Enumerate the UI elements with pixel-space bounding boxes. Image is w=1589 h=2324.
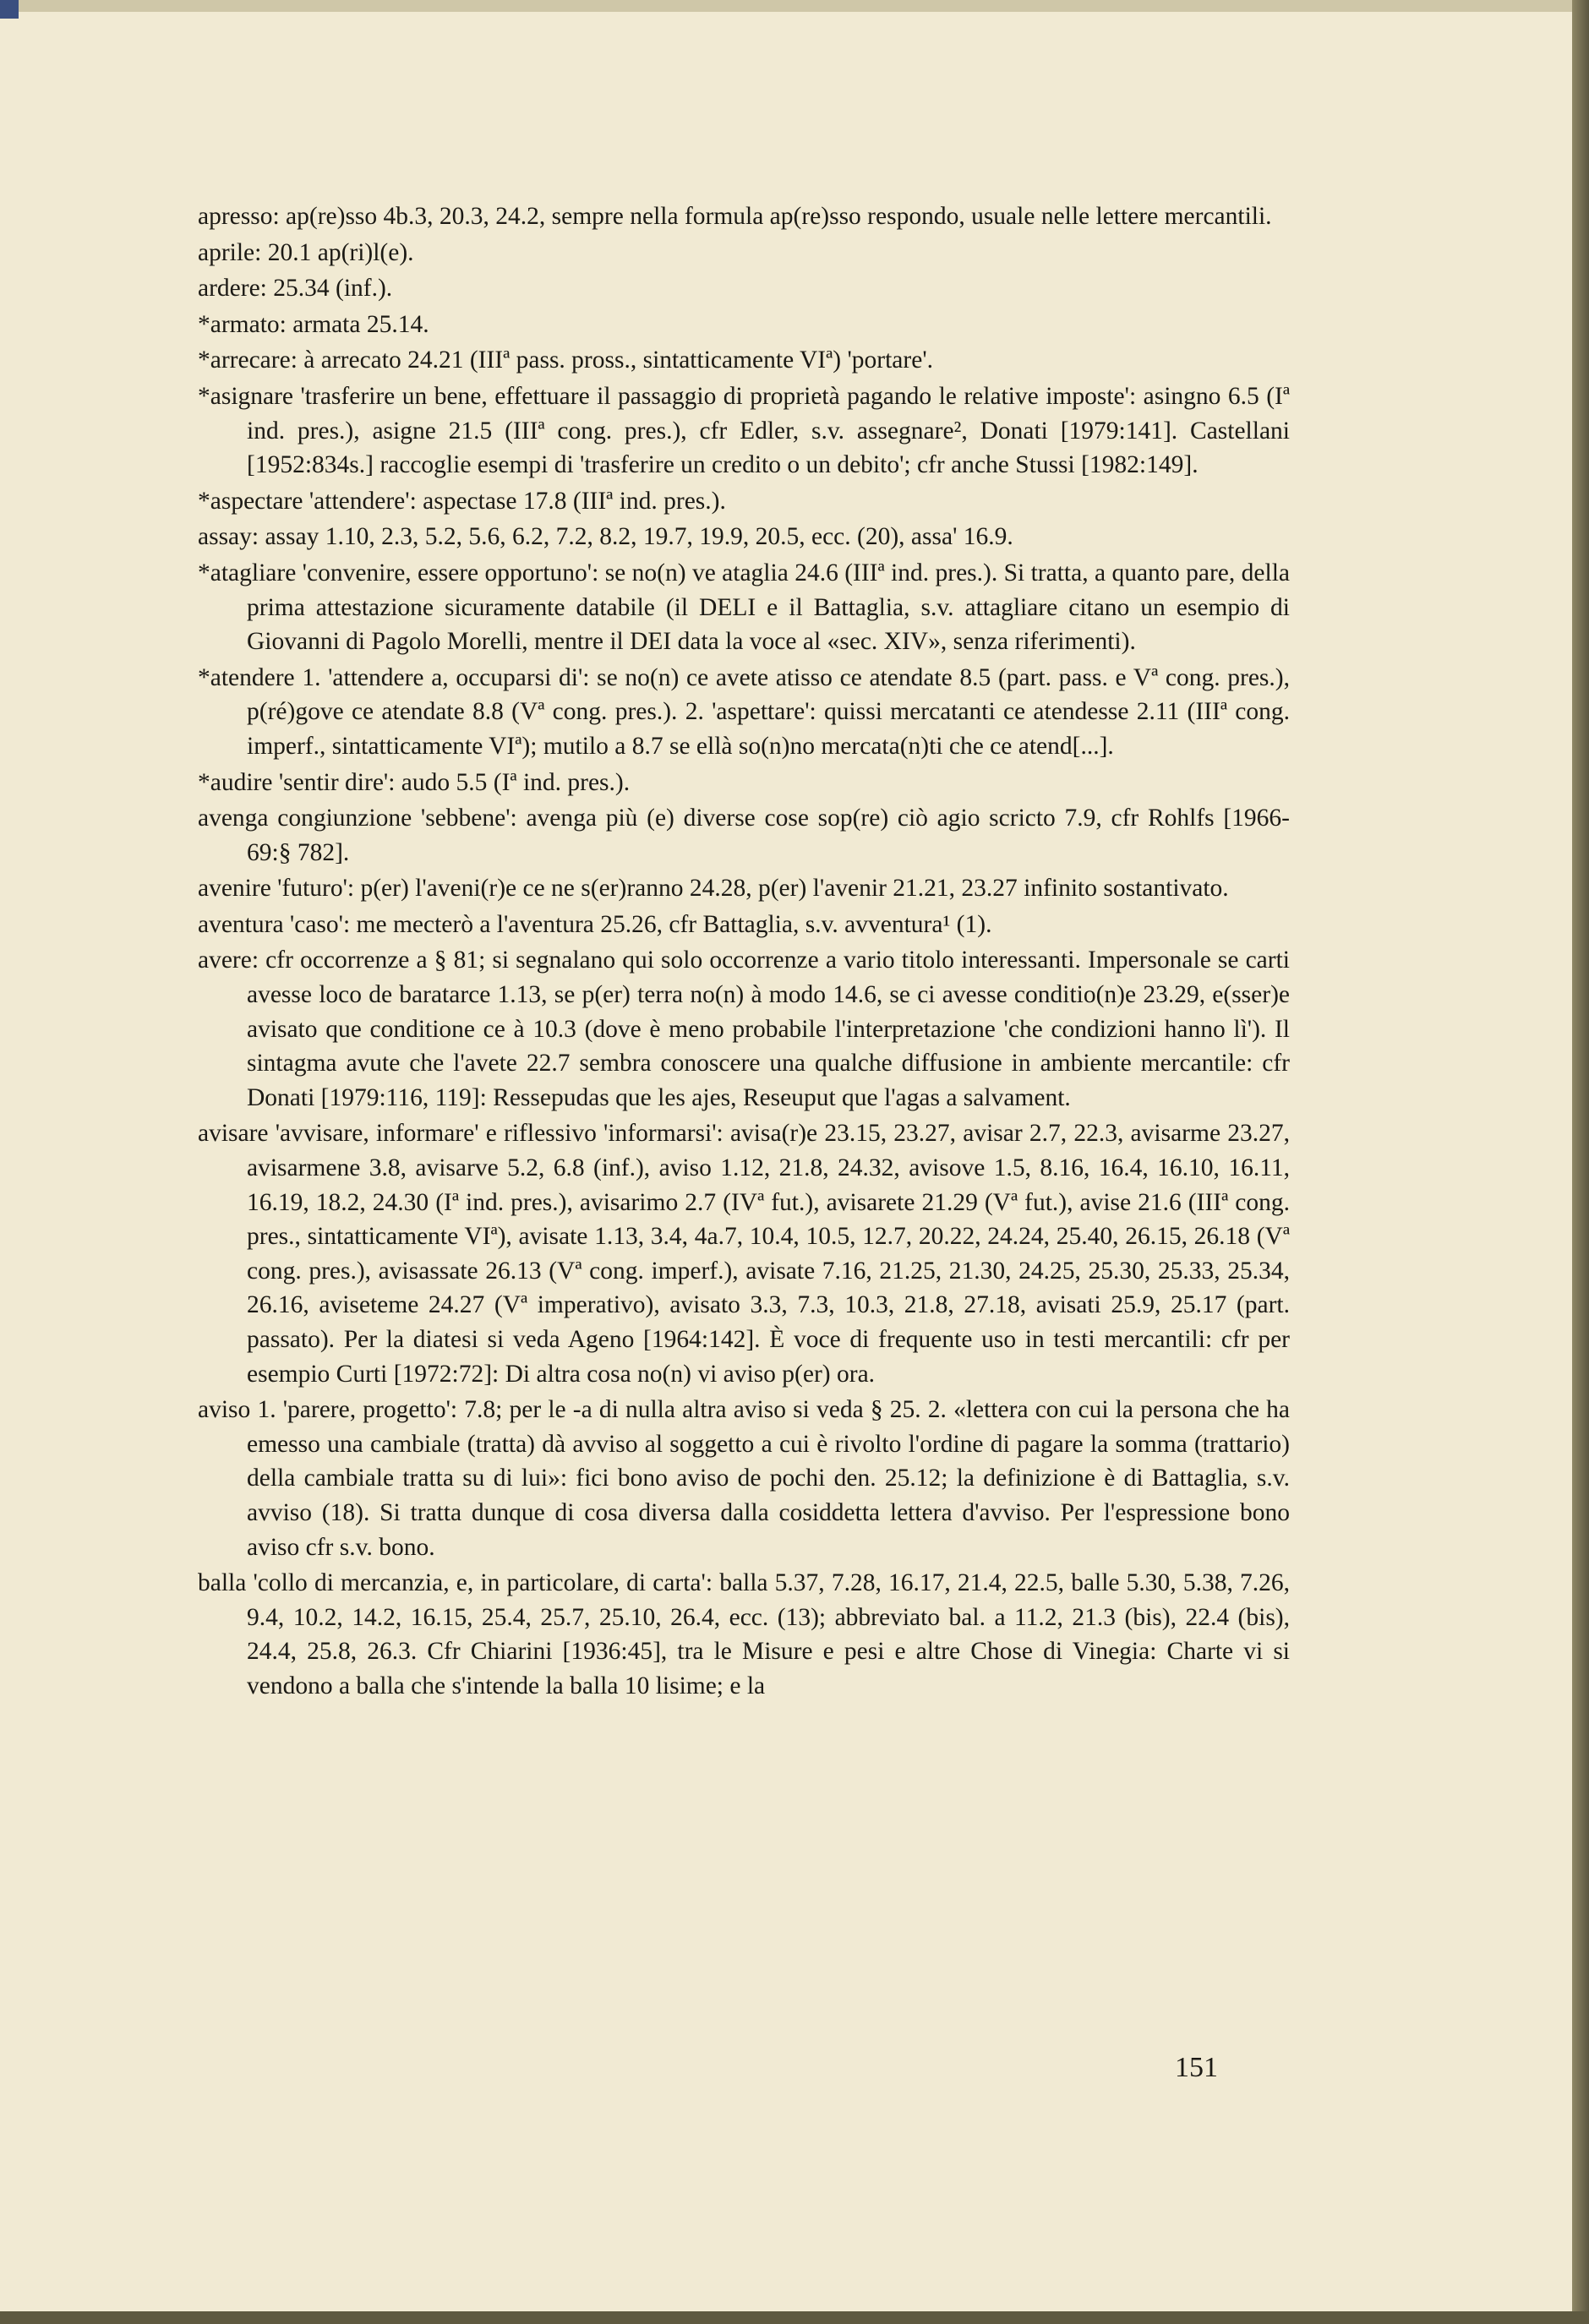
glossary-text-block: [198, 199, 1290, 1705]
glossary-entry-ardere: ardere: 25.34 (inf.).: [198, 275, 393, 303]
page-number: 151: [1175, 2052, 1218, 2083]
glossary-entry-aspectare: *aspectare 'attendere': aspectase 17.8 (IIIª ind. pres.).: [198, 487, 726, 515]
glossary-entry-avere: avere: cfr occorrenze a § 81; si segnalano qui solo occorrenze a vario titolo interessanti. Impersonale se carti avesse loco de baratarce 1.13, se p(er) terra no(n) à modo 14.6, se ci avesse conditio(n)e 23.29, e(sser)e avisato que conditione ce à 10.3 (dove è meno probabile l'interpretazione 'che condizioni hanno lì'). Il sintagma avute che l'avete 22.7 sembra conoscere una qualche diffusione in ambiente mercantile: cfr Donati [1979:116, 119]: Ressepudas que les ajes, Reseuput que l'agas a salvament.: [198, 947, 1290, 1111]
glossary-entry-atendere: *atendere 1. 'attendere a, occuparsi di': se no(n) ce avete atisso ce atendate 8.5 (part. pass. e Vª cong. pres.), p(ré)gove ce atendate 8.8 (Vª cong. pres.). 2. 'aspettare': quissi mercatanti ce atendesse 2.11 (IIIª cong. imperf., sintatticamente VIª); mutilo a 8.7 se ellà so(n)no mercata(n)ti che ce atend[...].: [198, 663, 1290, 760]
glossary-entry-arrecare: *arrecare: à arrecato 24.21 (IIIª pass. pross., sintatticamente VIª) 'portare'.: [198, 346, 934, 374]
glossary-entry-avenire: avenire 'futuro': p(er) l'aveni(r)e ce ne s(er)ranno 24.28, p(er) l'avenir 21.21, 23.27 infinito sostantivato.: [198, 875, 1229, 903]
book-edge-bottom: [0, 2311, 1589, 2324]
glossary-entry-aviso: aviso 1. 'parere, progetto': 7.8; per le -a di nulla altra aviso si veda § 25. 2. «lettera con cui la persona che ha emesso una cambiale (tratta) dà avviso al soggetto a cui è rivolto l'ordine di pagare la somma (trattario) della cambiale tratta su di lui»: fici bono aviso de pochi den. 25.12; la definizione è di Battaglia, s.v. avviso (18). Si tratta dunque di cosa diversa dalla cosiddetta lettera d'avviso. Per l'espressione bono aviso cfr s.v. bono.: [198, 1396, 1290, 1561]
glossary-entry-atagliare: *atagliare 'convenire, essere opportuno': se no(n) ve ataglia 24.6 (IIIª ind. pres.). Si tratta, a quanto pare, della prima attestazione sicuramente databile (il DELI e il Battaglia, s.v. attagliare citano un esempio di Giovanni di Pagolo Morelli, mentre il DEI data la voce al «sec. XIV», senza riferimenti).: [198, 559, 1290, 656]
book-edge-right: [1572, 0, 1589, 2324]
glossary-entry-assay: assay: assay 1.10, 2.3, 5.2, 5.6, 6.2, 7.2, 8.2, 19.7, 19.9, 20.5, ecc. (20), assa' 16.9.: [198, 523, 1013, 551]
glossary-entry-audire: *audire 'sentir dire': audo 5.5 (Iª ind. pres.).: [198, 768, 631, 796]
glossary-entry-avisare: avisare 'avvisare, informare' e riflessivo 'informarsi': avisa(r)e 23.15, 23.27, avisar 2.7, 22.3, avisarme 23.27, avisarmene 3.8, avisarve 5.2, 6.8 (inf.), aviso 1.12, 21.8, 24.32, avisove 1.5, 8.16, 16.4, 16.10, 16.11, 16.19, 18.2, 24.30 (Iª ind. pres.), avisarimo 2.7 (IVª fut.), avisarete 21.29 (Vª fut.), avise 21.6 (IIIª cong. pres., sintatticamente VIª), avisate 1.13, 3.4, 4a.7, 10.4, 10.5, 12.7, 20.22, 24.24, 25.40, 26.15, 26.18 (Vª cong. pres.), avisassate 26.13 (Vª cong. imperf.), avisate 7.16, 21.25, 21.30, 24.25, 25.30, 25.33, 25.34, 26.16, aviseteme 24.27 (Vª imperativo), avisato 3.3, 7.3, 10.3, 21.8, 27.18, avisati 25.9, 25.17 (part. passato). Per la diatesi si veda Ageno [1964:142]. È voce di frequente uso in testi mercantili: cfr per esempio Curti [1972:72]: Di altra cosa no(n) vi aviso p(er) ora.: [198, 1120, 1290, 1388]
glossary-entry-aprile: aprile: 20.1 ap(ri)l(e).: [198, 238, 414, 266]
page-corner-mark: [0, 0, 19, 19]
glossary-entry-balla: balla 'collo di mercanzia, e, in particolare, di carta': balla 5.37, 7.28, 16.17, 21.4, 22.5, balle 5.30, 5.38, 7.26, 9.4, 10.2, 14.2, 16.15, 25.4, 25.7, 25.10, 26.4, ecc. (13); abbreviato bal. a 11.2, 21.3 (bis), 22.4 (bis), 24.4, 25.8, 26.3. Cfr Chiarini [1936:45], tra le Misure e pesi e altre Chose di Vinegia: Charte vi si vendono a balla che s'intende la balla 10 lisime; e la: [198, 1569, 1290, 1699]
glossary-entry-asignare: *asignare 'trasferire un bene, effettuare il passaggio di proprietà pagando le relative imposte': asingno 6.5 (Iª ind. pres.), asigne 21.5 (IIIª cong. pres.), cfr Edler, s.v. assegnare², Donati [1979:141]. Castellani [1952:834s.] raccoglie esempi di 'trasferire un credito o un debito'; cfr anche Stussi [1982:149].: [198, 382, 1290, 479]
glossary-entry-armato: *armato: armata 25.14.: [198, 310, 429, 338]
page-top-edge: [0, 0, 1572, 12]
glossary-entry-aventura: aventura 'caso': me mecterò a l'aventura 25.26, cfr Battaglia, s.v. avventura¹ (1).: [198, 910, 992, 938]
glossary-entry-avenga: avenga congiunzione 'sebbene': avenga più (e) diverse cose sop(re) ciò agio scricto 7.9, cfr Rohlfs [1966-69:§ 782].: [198, 805, 1290, 866]
glossary-entry-apresso: apresso: ap(re)sso 4b.3, 20.3, 24.2, sempre nella formula ap(re)sso respondo, usuale nelle lettere mercantili.: [198, 203, 1272, 230]
